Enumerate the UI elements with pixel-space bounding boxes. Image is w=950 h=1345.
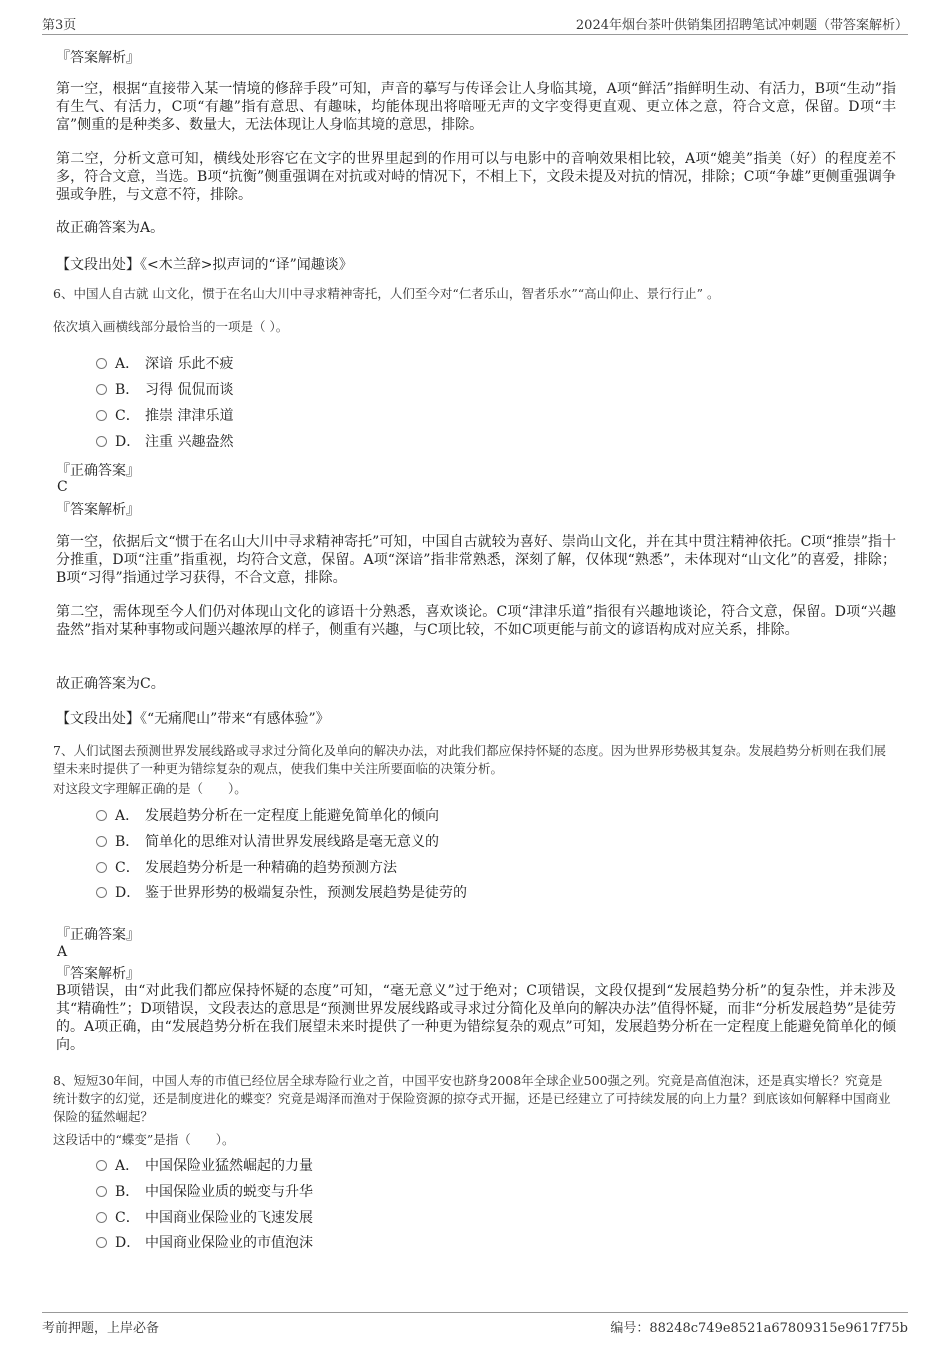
radio-icon[interactable] xyxy=(96,887,107,898)
question-6-option-b[interactable]: B． 习得 侃侃而谈 xyxy=(96,379,233,399)
question-8-option-d[interactable]: D． 中国商业保险业的市值泡沫 xyxy=(96,1232,313,1252)
question-7-option-d[interactable]: D． 鉴于世界形势的极端复杂性，预测发展趋势是徒劳的 xyxy=(96,882,467,902)
analysis-conclusion: 故正确答案为C。 xyxy=(56,676,165,692)
analysis-label: 『答案解析』 xyxy=(56,50,140,66)
correct-answer-label: 『正确答案』 xyxy=(56,927,140,943)
radio-icon[interactable] xyxy=(96,358,107,369)
analysis-paragraph: 第一空，根据“直接带入某一情境的修辞手段”可知，声音的摹写与传译会让人身临其境，A项“鲜活”指鲜明生动、有活力，B项“生动”指有生气、有活力，C项“有趣”指有意思、有趣味，均能体现出将喑哑无声的文字变得更直观、更立体之意，符合文意，保留。D项“丰富”侧重的是种类多、数量大，无法体现让人身临其境的意思，排除。 xyxy=(56,81,896,133)
document-serial: 编号：88248c749e8521a67809315e9617f75b xyxy=(610,1321,908,1336)
radio-icon[interactable] xyxy=(96,384,107,395)
question-8-option-c[interactable]: C． 中国商业保险业的飞速发展 xyxy=(96,1207,313,1227)
correct-answer: A xyxy=(57,944,68,960)
passage-source: 【文段出处】《“无痛爬山”带来“有感体验”》 xyxy=(56,711,330,727)
radio-icon[interactable] xyxy=(96,1186,107,1197)
page-header xyxy=(42,14,908,35)
radio-icon[interactable] xyxy=(96,410,107,421)
question-6-prompt: 依次填入画横线部分最恰当的一项是（ ）。 xyxy=(53,319,289,334)
radio-icon[interactable] xyxy=(96,836,107,847)
analysis-paragraph: B项错误，由“对此我们都应保持怀疑的态度”可知，“毫无意义”过于绝对；C项错误，文段仅提到“发展趋势分析”的复杂性，并未涉及其“精确性”；D项错误，文段表达的意思是“预测世界发展线路或寻求过分简化及单向的解决办法”值得怀疑，而非“分析发展趋势”是徒劳的。A项正确，由“发展趋势分析在我们展望未来时提供了一种更为错综复杂的观点”可知，发展趋势分析在一定程度上能避免简单化的倾向。 xyxy=(56,983,896,1053)
analysis-label: 『答案解析』 xyxy=(56,502,140,518)
question-7-option-c[interactable]: C． 发展趋势分析是一种精确的趋势预测方法 xyxy=(96,857,397,877)
question-6-stem: 6、中国人自古就 山文化，惯于在名山大川中寻求精神寄托，人们至今对“仁者乐山，智者乐水”“高山仰止、景行行止” 。 xyxy=(53,286,720,301)
passage-source: 【文段出处】《<木兰辞>拟声词的“译”闻趣谈》 xyxy=(56,257,353,273)
question-8-prompt: 这段话中的“蝶变”是指（ ）。 xyxy=(53,1132,235,1147)
footer-slogan: 考前押题，上岸必备 xyxy=(42,1321,160,1336)
radio-icon[interactable] xyxy=(96,1237,107,1248)
radio-icon[interactable] xyxy=(96,436,107,447)
question-7-prompt: 对这段文字理解正确的是（ ）。 xyxy=(53,781,247,796)
question-8-option-a[interactable]: A． 中国保险业猛然崛起的力量 xyxy=(96,1155,313,1175)
page-footer xyxy=(42,1312,908,1336)
document-title: 2024年烟台茶叶供销集团招聘笔试冲刺题（带答案解析） xyxy=(575,18,908,33)
radio-icon[interactable] xyxy=(96,1160,107,1171)
question-6-option-a[interactable]: A． 深谙 乐此不疲 xyxy=(96,353,233,373)
question-7-option-a[interactable]: A． 发展趋势分析在一定程度上能避免简单化的倾向 xyxy=(96,805,439,825)
question-6-option-d[interactable]: D． 注重 兴趣盎然 xyxy=(96,431,233,451)
correct-answer-label: 『正确答案』 xyxy=(56,463,140,479)
page-number: 第3页 xyxy=(42,18,77,33)
analysis-conclusion: 故正确答案为A。 xyxy=(56,220,165,236)
question-8-option-b[interactable]: B． 中国保险业质的蜕变与升华 xyxy=(96,1181,313,1201)
radio-icon[interactable] xyxy=(96,1212,107,1223)
question-6-option-c[interactable]: C． 推崇 津津乐道 xyxy=(96,405,233,425)
analysis-paragraph: 第二空，分析文意可知，横线处形容它在文字的世界里起到的作用可以与电影中的音响效果相比较，A项“媲美”指美（好）的程度差不多，符合文意，当选。B项“抗衡”侧重强调在对抗或对峙的情况下，不相上下，文段未提及对抗的情况，排除；C项“争雄”更侧重强调争强或争胜，与文意不符，排除。 xyxy=(56,151,896,203)
analysis-paragraph: 第一空，依据后文“惯于在名山大川中寻求精神寄托”可知，中国自古就较为喜好、崇尚山文化，并在其中贯注精神依托。C项“推崇”指十分推重，D项“注重”指重视，均符合文意，保留。A项“深谙”指非常熟悉，深刻了解，仅体现“熟悉”，未体现对“山文化”的喜爱，排除；B项“习得”指通过学习获得，不合文意，排除。 xyxy=(56,534,896,586)
analysis-label: 『答案解析』 xyxy=(56,966,140,982)
correct-answer: C xyxy=(57,479,68,495)
analysis-paragraph: 第二空，需体现至今人们仍对体现山文化的谚语十分熟悉，喜欢谈论。C项“津津乐道”指很有兴趣地谈论，符合文意，保留。D项“兴趣盎然”指对某种事物或问题兴趣浓厚的样子，侧重有兴趣，与C项比较，不如C项更能与前文的谚语构成对应关系，排除。 xyxy=(56,604,896,638)
question-7-option-b[interactable]: B． 简单化的思维对认清世界发展线路是毫无意义的 xyxy=(96,831,439,851)
radio-icon[interactable] xyxy=(96,810,107,821)
radio-icon[interactable] xyxy=(96,862,107,873)
question-8-stem: 8、短短30年间，中国人寿的市值已经位居全球寿险行业之首，中国平安也跻身2008年全球企业500强之列。究竟是高值泡沫，还是真实增长？究竟是统计数字的幻觉，还是制度进化的蝶变？究竟是竭泽而渔对于保险资源的掠夺式开掘，还是已经建立了可持续发展的向上力量？到底该如何解释中国商业保险的猛然崛起？ xyxy=(53,1073,891,1124)
question-7-stem: 7、人们试图去预测世界发展线路或寻求过分简化及单向的解决办法，对此我们都应保持怀疑的态度。因为世界形势极其复杂。发展趋势分析则在我们展望未来时提供了一种更为错综复杂的观点，使我们集中关注所要面临的决策分析。 xyxy=(53,743,886,776)
